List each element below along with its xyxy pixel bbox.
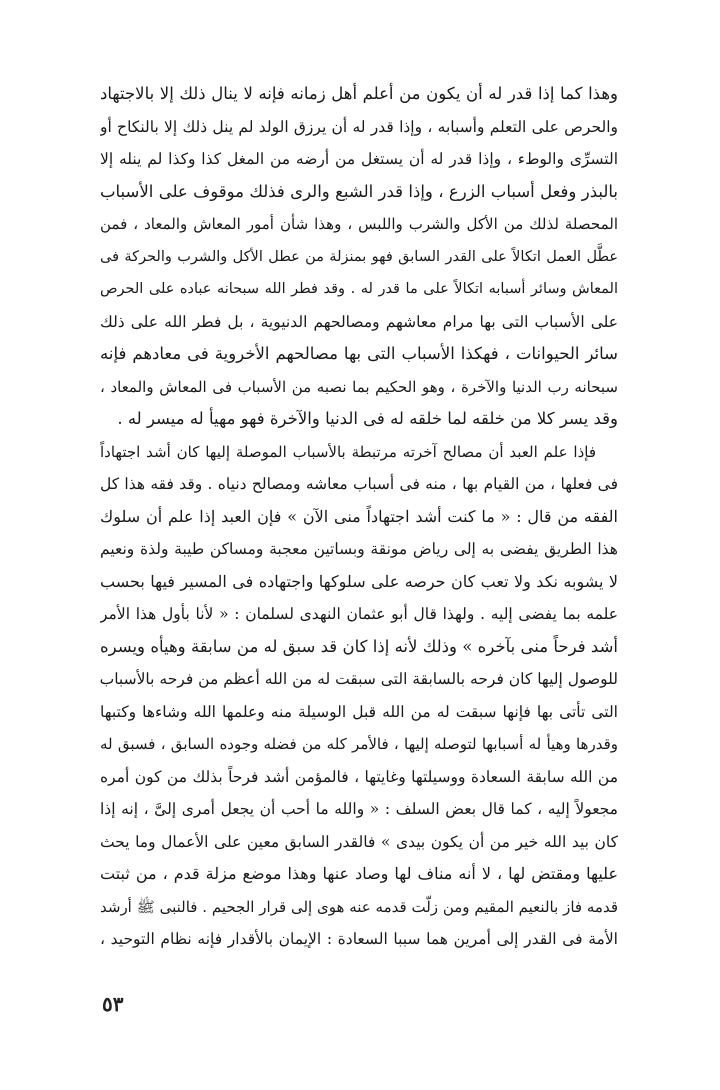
text-line: للوصول إليها كان فرحه بالسابقة التى سبقت له من الله أعظم من فرحه بالأسباب (100, 670, 618, 688)
text-line: المعاش وسائر أسبابه اتكالاً على ما قدر له . وقد فطر الله سبحانه عباده على الحرص (100, 281, 618, 297)
text-line: عطَّل العمل اتكالاً على القدر السابق فهو بمنزلة من عطل الأكل والشرب والحركة فى (100, 248, 618, 265)
text-line: فإذا علم العبد أن مصالح آخرته مرتبطة بالأسباب الموصلة إليها كان أشد اجتهاداً (100, 442, 596, 461)
body-text (100, 78, 618, 956)
paragraph-2 (100, 436, 618, 956)
paragraph-1 (100, 78, 618, 436)
text-line: الأمة فى القدر إلى أمرين هما سببا السعادة : الإيمان بالأقدار فإنه نظام التوحيد ، (100, 930, 618, 948)
text-line: عليها ومقتض لها ، لا أنه مناف لها وصاد عنها وهذا موضع مزلة قدم ، من ثبتت (100, 864, 618, 883)
text-line: سائر الحيوانات ، فهكذا الأسباب التى بها مصالحهم الأخروية فى معادهم فإنه (100, 344, 618, 363)
text-line: فى فعلها ، من القيام بها ، منه فى أسباب معاشه ومصالح دنياه . وقد فقه هذا كل (100, 475, 618, 493)
text-line: التى تأتى بها فإنها سبقت له من الله قبل الوسيلة منه وعلمها الله وشاءها وكتبها (100, 702, 618, 721)
text-line: سبحانه رب الدنيا والآخرة ، وهو الحكيم بما نصبه من الأسباب فى المعاش والمعاد ، (100, 377, 618, 396)
text-line: من الله سابقة السعادة ووسيلتها وغايتها ، فالمؤمن أشد فرحاً بذلك من كون أمره (100, 767, 618, 786)
text-line: وقدرها وهيأ له أسبابها لتوصله إليها ، فالأمر كله من فضله وجوده السابق ، فسبق له (100, 735, 618, 753)
text-line: المحصلة لذلك من الأكل والشرب واللبس ، وهذا شأن أمور المعاش والمعاد ، فمن (100, 215, 618, 233)
text-line: قدمه فاز بالنعيم المقيم ومن زلّت قدمه عنه هوى إلى قرار الجحيم . فالنبى ﷺ أرشد (100, 897, 618, 916)
text-line: والحرص على التعلم وأسبابه ، وإذا قدر له أن يرزق الولد لم ينل ذلك إلا بالنكاح أو (100, 117, 618, 136)
text-line: كان بيد الله خير من أن يكون بيدى » فالقدر السابق معين على الأعمال وما يحث (100, 832, 618, 851)
text-line: على الأسباب التى بها مرام معاشهم ومصالحهم الدنيوية ، بل فطر الله على ذلك (100, 312, 618, 331)
text-line: بالبذر وفعل أسباب الزرع ، وإذا قدر الشبع والرى فذلك موقوف على الأسباب (100, 181, 618, 201)
text-line: وهذا كما إذا قدر له أن يكون من أعلم أهل زمانه فإنه لا ينال ذلك إلا بالاجتهاد (100, 84, 618, 103)
text-line: الفقه من قال : « ما كنت أشد اجتهاداً منى الآن » فإن العبد إذا علم أن سلوك (100, 506, 618, 526)
text-line: مجعولاً إليه ، كما قال بعض السلف : « والله ما أحب أن يجعل أمرى إلىَّ ، إنه إذا (100, 800, 618, 818)
text-line: لا يشوبه نكد ولا تعب كان حرصه على سلوكها واجتهاده فى المسير فيها بحسب (100, 571, 618, 591)
page-number: ٥٣ (102, 992, 124, 1016)
text-line: أشد فرحاً منى بآخره » وذلك لأنه إذا كان قد سبق له من سابقة وهيأه ويسره (100, 636, 618, 656)
text-line: التسرِّى والوطء ، وإذا قدر له أن يستغل من أرضه من المغل كذا وكذا لم ينله إلا (100, 150, 618, 168)
text-line: وقد يسر كلا من خلقه لما خلقه له فى الدنيا والآخرة فهو مهيأ له ميسر له . (117, 409, 618, 428)
text-line: هذا الطريق يفضى به إلى رياض مونقة وبساتين معجبة ومساكن طيبة ولذة ونعيم (100, 540, 618, 558)
text-line: علمه بما يفضى إليه . ولهذا قال أبو عثمان النهدى لسلمان : « لأنا بأول هذا الأمر (100, 605, 618, 623)
